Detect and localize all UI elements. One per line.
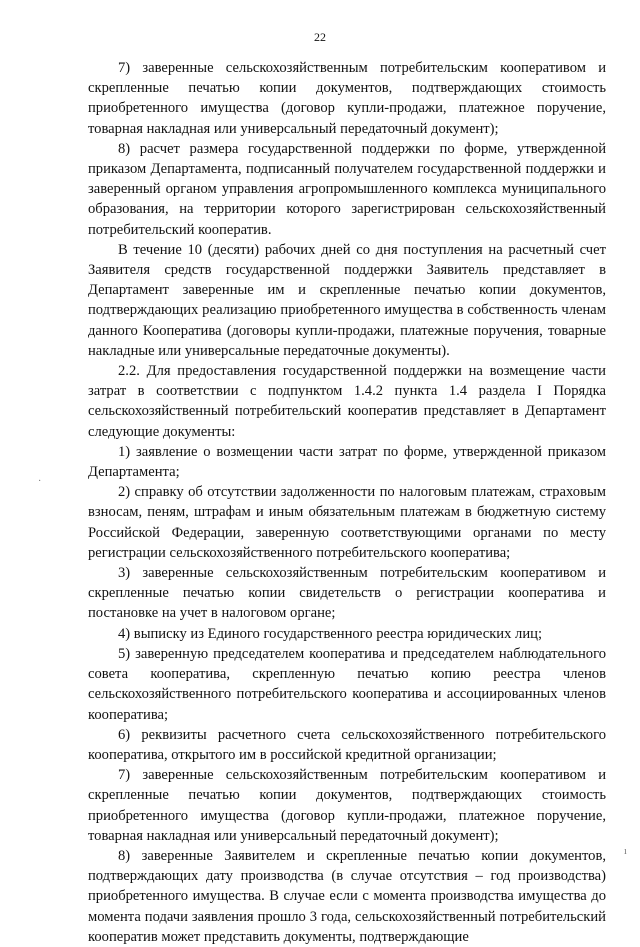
page-number: 22 xyxy=(314,30,326,44)
paragraph-item-7-cost-docs-repeat: 7) заверенные сельскохозяйственным потребительским кооперативом и скрепленные печатью копии документов, подтверждающих стоимость приобретенного имущества (договор купли-продажи, платежное поручение, товарная накладная или универсальный передаточный документ); xyxy=(88,767,606,844)
paragraph-item-3-registration-copies: 3) заверенные сельскохозяйственным потребительским кооперативом и скрепленные печатью копии свидетельств о регистрации кооператива и постановке на учет в налоговом органе; xyxy=(88,565,606,622)
paragraph-item-8-production-date: 8) заверенные Заявителем и скрепленные печатью копии документов, подтверждающих дату производства (в случае отсутствия – год производства) приобретенного имущества. В случае если с момента производства имущества до момента подачи заявления прошло 3 года, сельскохозяйственный потребительский кооператив может представить документы, подтверждающие xyxy=(88,847,606,945)
paragraph-item-4-registry-extract: 4) выписку из Единого государственного реестра юридических лиц; xyxy=(118,625,543,642)
document-body xyxy=(88,58,606,947)
paragraph-item-2-no-debt-certificate: 2) справку об отсутствии задолженности по налоговым платежам, страховым взносам, пеням, штрафам и иным обязательным платежам в бюджетную систему Российской Федерации, заверенную соответствующими органами по месту регистрации сельскохозяйственного потребительского кооператива; xyxy=(88,484,606,561)
paragraph-item-1-application: 1) заявление о возмещении части затрат по форме, утвержденной приказом Департамента; xyxy=(88,443,606,481)
paragraph-within-10-days: В течение 10 (десяти) рабочих дней со дня поступления на расчетный счет Заявителя средств государственной поддержки Заявитель представляет в Департамент заверенные им и скрепленные печатью копии документов, подтверждающих реализацию приобретенного имущества в собственность членам данного Кооператива (договоры купли-продажи, платежные поручения, товарные накладные или универсальные передаточные документы). xyxy=(88,241,606,359)
paragraph-item-5-member-registry: 5) заверенную председателем кооператива и председателем наблюдательного совета кооператива, скрепленную печатью копию реестра членов сельскохозяйственного потребительского кооператива и ассоциированных членов кооператива; xyxy=(88,645,606,723)
scan-mark: ı xyxy=(624,846,627,857)
paragraph-section-2-2: 2.2. Для предоставления государственной поддержки на возмещение части затрат в соответствии с подпунктом 1.4.2 пункта 1.4 раздела I Порядка сельскохозяйственный потребительский кооператив представляет в Департамент следующие документы: xyxy=(88,363,606,440)
paragraph-item-7-cost-docs: 7) заверенные сельскохозяйственным потребительским кооперативом и скрепленные печатью копии документов, подтверждающих стоимость приобретенного имущества (договор купли-продажи, платежное поручение, товарная накладная или универсальный передаточный документ); xyxy=(88,60,606,137)
paragraph-item-8-calculation: 8) расчет размера государственной поддержки по форме, утвержденной приказом Департамента, подписанный получателем государственной поддержки и заверенный органом управления агропромышленного комплекса муниципального образования, на территории которого зарегистрирован сельскохозяйственный потребительский кооператив. xyxy=(88,140,606,238)
scan-mark: · xyxy=(38,476,42,487)
paragraph-item-6-bank-details: 6) реквизиты расчетного счета сельскохозяйственного потребительского кооператива, открытого им в российской кредитной организации; xyxy=(88,726,606,763)
